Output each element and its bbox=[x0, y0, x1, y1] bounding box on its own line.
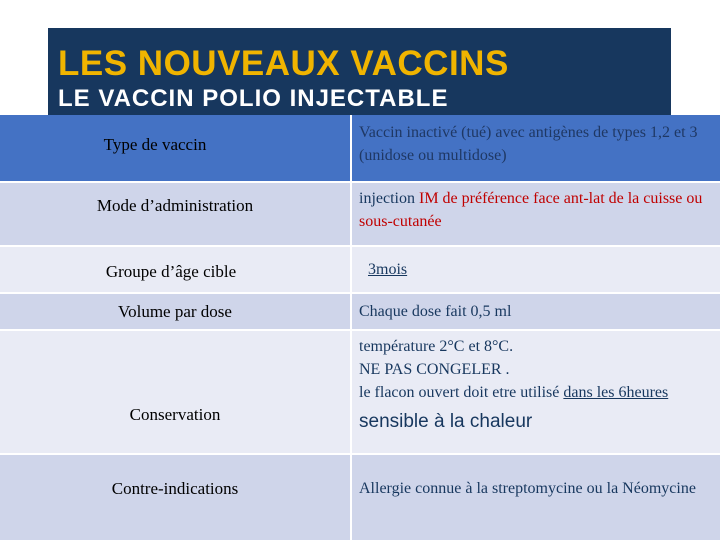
row-value-vaccine-type: Vaccin inactivé (tué) avec antigènes de types 1,2 et 3 (unidose ou multidose) bbox=[352, 115, 720, 181]
row-value-storage: température 2°C et 8°C. NE PAS CONGELER . le flacon ouvert doit etre utilisé dans les 6heures sensible à la chaleur bbox=[352, 331, 720, 453]
table-row bbox=[0, 183, 720, 245]
table-row bbox=[0, 294, 720, 329]
page-subtitle: LE VACCIN POLIO INJECTABLE bbox=[58, 85, 449, 112]
row-label-dose-volume: Volume par dose bbox=[0, 294, 350, 329]
row-label-age-group: Groupe d’âge cible bbox=[0, 247, 350, 292]
table-row bbox=[0, 247, 720, 292]
row-value-age-group: 3mois bbox=[352, 247, 720, 292]
row-value-dose-volume: Chaque dose fait 0,5 ml bbox=[352, 294, 720, 329]
row-label-vaccine-type: Type de vaccin bbox=[0, 115, 350, 181]
row-label-storage: Conservation bbox=[0, 331, 350, 453]
table-row bbox=[0, 115, 720, 181]
row-value-contraindications: Allergie connue à la streptomycine ou la Néomycine bbox=[352, 455, 720, 540]
row-value-administration: injection IM de préférence face ant-lat de la cuisse ou sous-cutanée bbox=[352, 183, 720, 245]
row-label-contraindications: Contre-indications bbox=[0, 455, 350, 540]
page-title: LES NOUVEAUX VACCINS bbox=[58, 44, 509, 83]
table-row bbox=[0, 331, 720, 453]
table-row bbox=[0, 455, 720, 540]
row-label-administration: Mode d’administration bbox=[0, 183, 350, 245]
